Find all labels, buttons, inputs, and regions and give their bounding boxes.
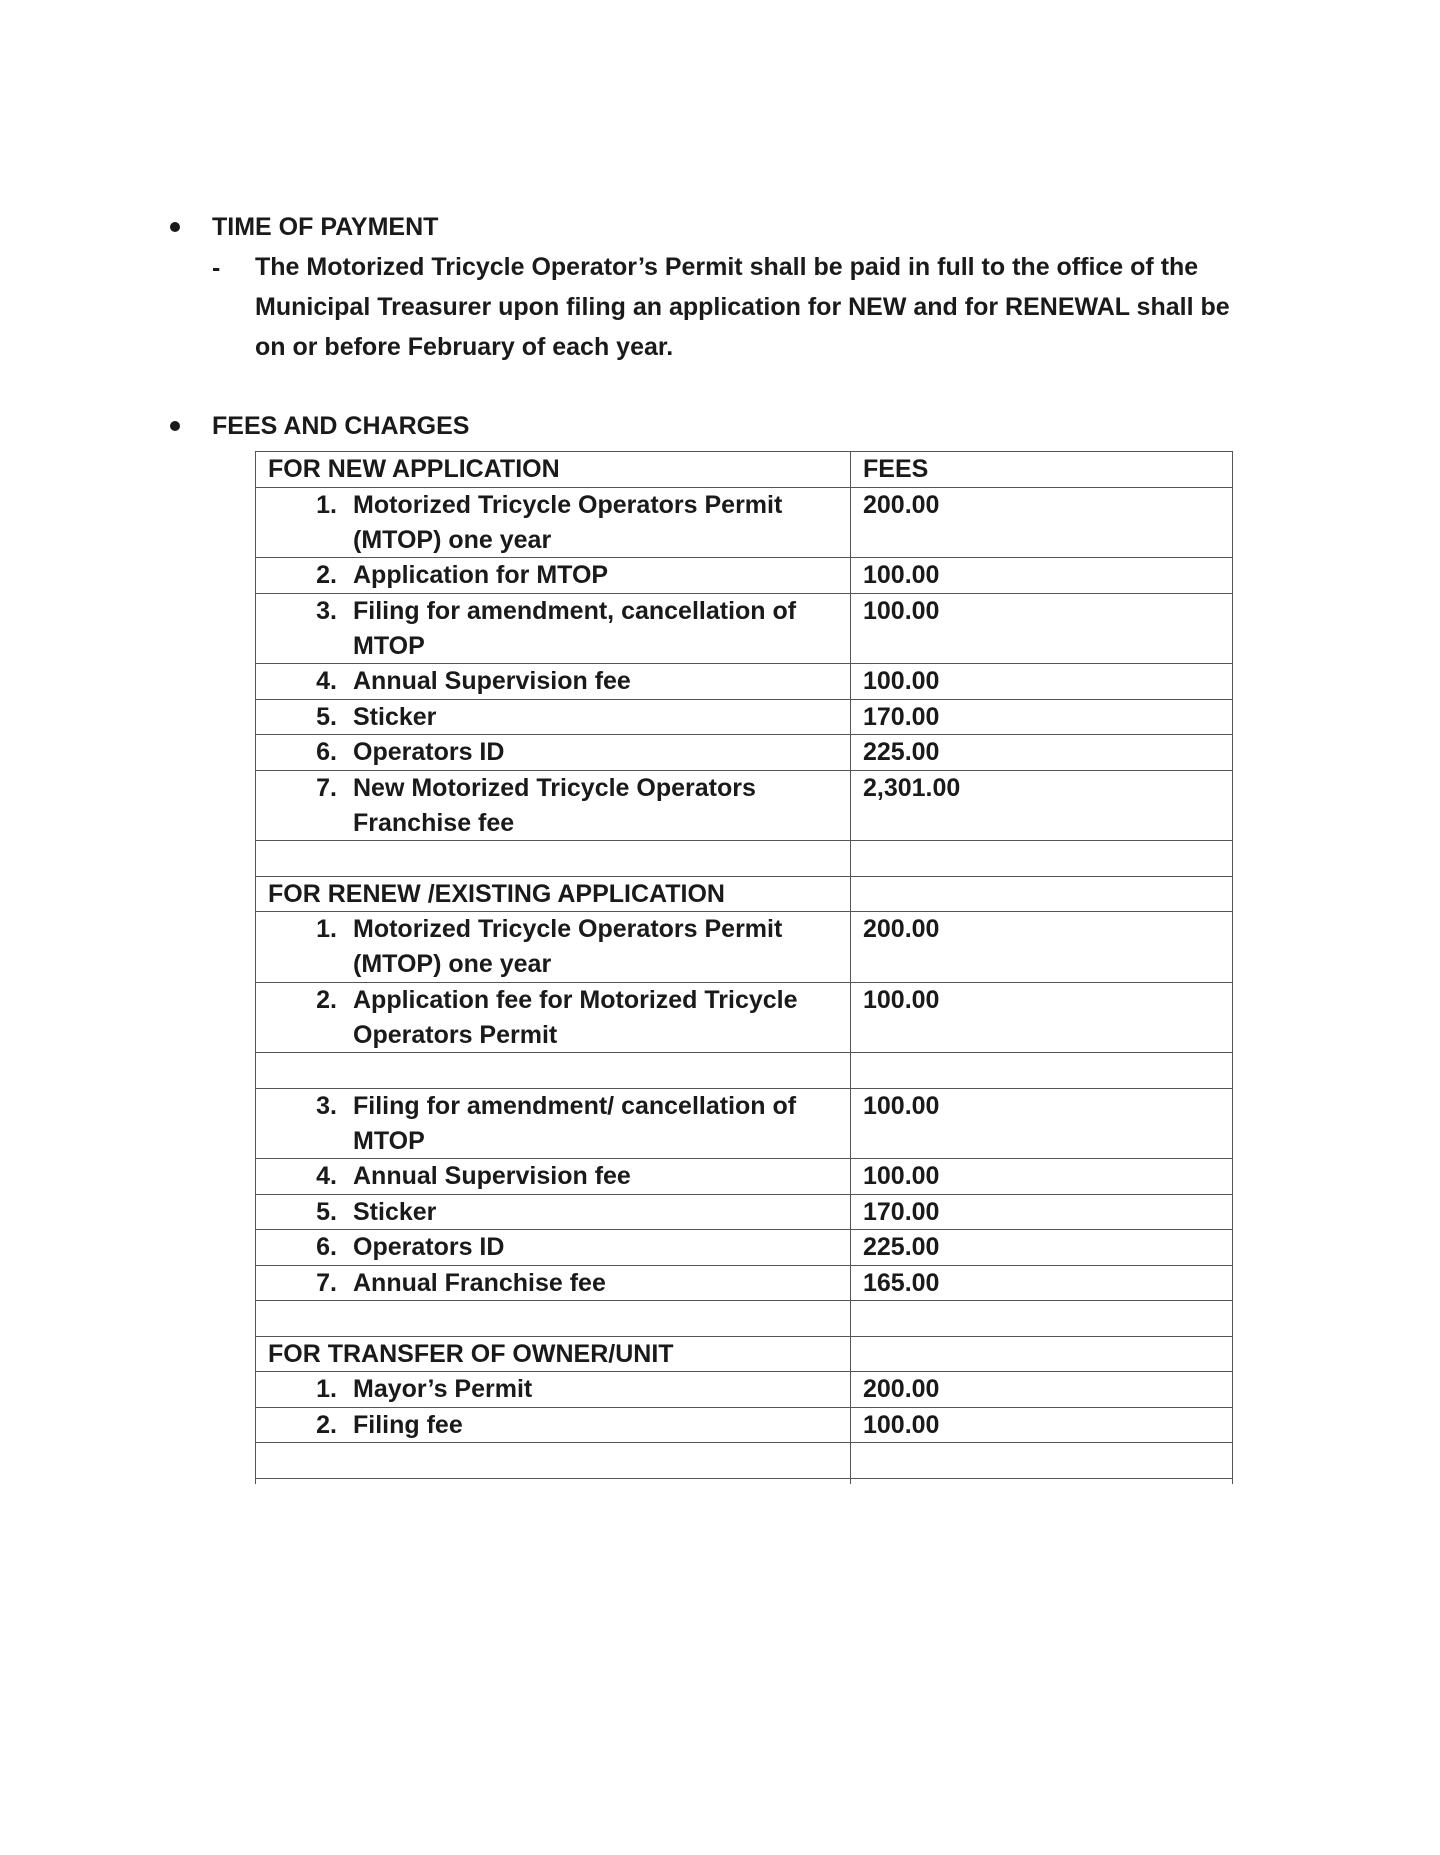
table-border-line [850,451,851,1484]
table-row [255,1194,1233,1230]
item-description [353,735,504,770]
item-description [353,488,782,558]
item-description-line: Operators ID [353,1233,505,1261]
item-description-line: Motorized Tricycle Operators Permit [353,915,783,943]
item-description-line: Operators Permit [353,1020,558,1049]
item-description-line: Annual Supervision fee [353,667,631,695]
item-description [353,594,796,664]
item-number: 1. [316,490,337,519]
table-row [255,593,1233,664]
item-fee: 225.00 [863,738,940,766]
item-description-line: Sticker [353,1197,437,1226]
item-fee: 200.00 [863,1375,940,1403]
item-number: 3. [316,1091,337,1120]
item-number: 2. [316,561,337,589]
item-description [353,1230,504,1265]
table-row [255,1265,1233,1301]
table-border-line [1232,451,1233,1484]
table-border-line [255,1052,1233,1053]
header-cell-category: FOR NEW APPLICATION [268,455,560,483]
time-of-payment-heading: TIME OF PAYMENT [212,213,439,241]
item-number: 7. [316,773,337,802]
fees-heading: FEES AND CHARGES [212,412,470,440]
section-header: FOR RENEW /EXISTING APPLICATION [268,879,725,908]
item-description-line: MTOP [353,1126,425,1155]
fees-table [255,451,1233,1484]
item-number: 5. [316,702,337,731]
item-description [353,771,756,841]
item-fee: 100.00 [863,667,940,695]
item-number: 1. [316,915,337,943]
item-fee: 100.00 [863,985,940,1014]
header-cell-fees: FEES [863,455,929,483]
dash-marker: - [212,254,221,282]
table-row [255,1158,1233,1194]
item-number: 2. [316,1410,337,1439]
table-row [255,1407,1233,1443]
item-description [353,912,782,982]
item-fee: 100.00 [863,1410,940,1439]
item-description-line: Filing for amendment/ cancellation of [353,1091,797,1120]
item-number: 2. [316,985,337,1014]
section-header: FOR TRANSFER OF OWNER/UNIT [268,1339,674,1368]
item-fee: 100.00 [863,561,940,589]
item-description-line: (MTOP) one year [353,525,552,554]
item-description-line: New Motorized Tricycle Operators [353,773,756,802]
item-number: 7. [316,1268,337,1297]
item-description-line: Motorized Tricycle Operators Permit [353,490,783,519]
item-description-line: (MTOP) one year [353,950,552,978]
item-number: 5. [316,1197,337,1226]
item-fee: 100.00 [863,1091,940,1120]
item-number: 4. [316,1162,337,1190]
bullet-icon [170,222,180,232]
item-description [353,558,608,593]
item-description-line: Franchise fee [353,808,515,837]
table-border-line [255,1300,1233,1301]
item-fee: 225.00 [863,1233,940,1261]
table-row [255,770,1233,841]
table-row [255,911,1233,982]
table-row [255,982,1233,1053]
item-description [353,1372,532,1407]
item-description-line: Filing for amendment, cancellation of [353,596,797,625]
item-description [353,1159,631,1194]
item-description [353,983,798,1053]
table-row [255,487,1233,558]
item-number: 6. [316,1233,337,1261]
table-border-line [255,451,256,1484]
table-border-line [255,1442,1233,1443]
item-fee: 170.00 [863,702,940,731]
paragraph-line: on or before February of each year. [255,333,674,361]
item-description [353,1089,796,1159]
item-number: 3. [316,596,337,625]
item-description-line: Mayor’s Permit [353,1375,533,1403]
table-row [255,1371,1233,1407]
table-row [255,1229,1233,1265]
bullet-icon [170,421,180,431]
item-description [353,700,436,735]
table-border-line [255,1478,1233,1479]
item-description-line: Annual Franchise fee [353,1268,606,1297]
item-description-line: Filing fee [353,1410,463,1439]
item-description-line: Annual Supervision fee [353,1162,631,1190]
item-description [353,1195,436,1230]
item-fee: 200.00 [863,915,940,943]
item-number: 1. [316,1375,337,1403]
table-row [255,734,1233,770]
item-description-line: MTOP [353,631,425,660]
item-fee: 165.00 [863,1268,940,1297]
item-description [353,1266,606,1301]
paragraph-line: The Motorized Tricycle Operator’s Permit shall be paid in full to the office of the [255,253,1199,281]
table-row [255,557,1233,593]
item-fee: 100.00 [863,1162,940,1190]
item-number: 6. [316,738,337,766]
item-description-line: Sticker [353,702,437,731]
item-description [353,1408,463,1443]
table-border-line [255,840,1233,841]
item-fee: 200.00 [863,490,940,519]
table-row [255,1088,1233,1159]
item-fee: 100.00 [863,596,940,625]
paragraph-line: Municipal Treasurer upon filing an application for NEW and for RENEWAL shall be [255,293,1230,321]
time-of-payment-paragraph [255,247,1230,367]
item-description-line: Application fee for Motorized Tricycle [353,985,798,1014]
item-description [353,664,631,699]
table-row [255,663,1233,699]
item-fee: 2,301.00 [863,773,961,802]
item-number: 4. [316,667,337,695]
item-fee: 170.00 [863,1197,940,1226]
table-row [255,699,1233,735]
item-description-line: Application for MTOP [353,561,609,589]
item-description-line: Operators ID [353,738,505,766]
